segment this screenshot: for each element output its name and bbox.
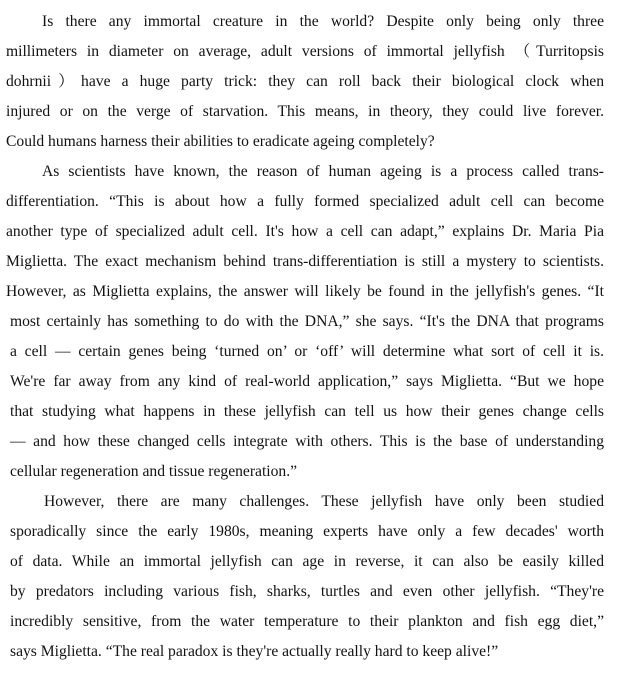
text-line: We're far away from any kind of real-world application,” says Miglietta. “But we hope — [10, 373, 604, 390]
text-line: that studying what happens in these jellyfish can tell us how their genes change cells — [10, 403, 604, 420]
text-line: — and how these changed cells integrate with others. This is the base of understanding — [10, 433, 604, 450]
text-line: says Miglietta. “The real paradox is they're actually really hard to keep alive!” — [10, 643, 499, 660]
text-line: Could humans harness their abilities to eradicate ageing completely? — [6, 133, 435, 150]
text-line: However, there are many challenges. These jellyfish have only been studied — [44, 493, 604, 510]
text-line: of data. While an immortal jellyfish can age in reverse, it can also be easily killed — [10, 553, 604, 570]
paragraph-1 — [6, 7, 604, 157]
text-line: millimeters in diameter on average, adult versions of immortal jellyfish （Turritopsis — [6, 43, 604, 60]
text-line: another type of specialized adult cell. It's how a cell can adapt,” explains Dr. Maria Pia — [6, 223, 604, 240]
text-line: sporadically since the early 1980s, meaning experts have only a few decades' worth — [10, 523, 604, 540]
text-line: Miglietta. The exact mechanism behind trans-differentiation is still a mystery to scientists. — [6, 253, 604, 270]
text-line: by predators including various fish, sharks, turtles and even other jellyfish. “They're — [10, 583, 604, 600]
text-line: most certainly has something to do with the DNA,” she says. “It's the DNA that programs — [10, 313, 604, 330]
text-line: cellular regeneration and tissue regeneration.” — [10, 463, 298, 480]
text-line: However, as Miglietta explains, the answer will likely be found in the jellyfish's genes. “It — [6, 283, 604, 300]
text-line: incredibly sensitive, from the water temperature to their plankton and fish egg diet,” — [10, 613, 604, 630]
text-line: a cell — certain genes being ‘turned on’ or ‘off’ will determine what sort of cell it is. — [10, 343, 604, 360]
text-line: injured or on the verge of starvation. This means, in theory, they could live forever. — [6, 103, 604, 120]
text-line: As scientists have known, the reason of human ageing is a process called trans- — [42, 163, 604, 180]
text-line: differentiation. “This is about how a fully formed specialized adult cell can become — [6, 193, 604, 210]
text-line: dohrnii）have a huge party trick: they can roll back their biological clock when — [6, 73, 604, 90]
paragraph-3 — [6, 487, 604, 667]
article-body — [6, 7, 604, 667]
text-line: Is there any immortal creature in the world? Despite only being only three — [42, 13, 604, 30]
paragraph-2 — [6, 157, 604, 487]
